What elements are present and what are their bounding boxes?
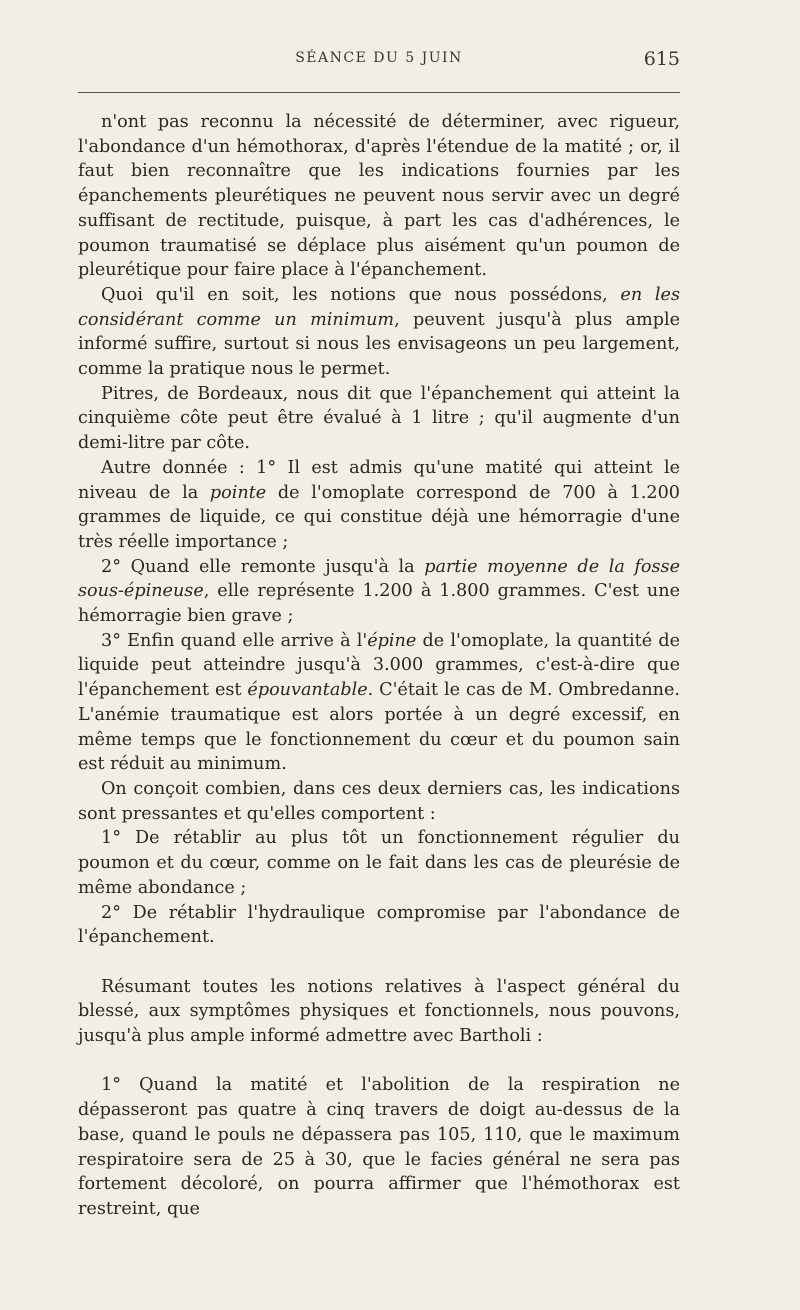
text-run: 2° Quand elle remonte jusqu'à la (101, 556, 425, 577)
text-run: 1° De rétablir au plus tôt un fonctionnement régulier du poumon et du cœur, comme on le fait dans les cas de pleurésie de même abondance ; (78, 828, 680, 898)
text-run: de l'omoplate correspond de 700 à 1.200 grammes de liquide, ce qui constitue déjà une hémorragie d'une très réelle importance ; (78, 482, 680, 552)
italic-phrase: épine (367, 630, 417, 651)
paragraph-8 (78, 826, 680, 900)
italic-phrase: épouvantable (247, 680, 368, 701)
paragraph-7 (78, 777, 680, 826)
paragraph-6 (78, 629, 680, 777)
text-run: de l'omoplate, la quantité de liquide peut atteindre jusqu'à 3.000 grammes, c'est-à-dire que l'épanchement est (78, 630, 680, 701)
text-run: Quoi qu'il en soit, les notions que nous possédons, (101, 284, 621, 305)
paragraph-3 (78, 382, 680, 456)
paragraph-2 (78, 283, 680, 382)
italic-phrase: pointe (209, 482, 267, 503)
header-rule (78, 92, 680, 93)
text-run: Pitres, de Bordeaux, nous dit que l'épanchement qui atteint la cinquième côte peut être évalué à 1 litre ; qu'il augmente d'un demi-litre par côte. (78, 383, 680, 454)
italic-phrase: en les considérant comme un minimum (78, 284, 680, 330)
text-run: Résumant toutes les notions relatives à l'aspect général du blessé, aux symptômes physiques et fonctionnels, nous pouvons, jusqu'à plus ample informé admettre avec Bartholi : (78, 976, 680, 1046)
paragraph-11 (78, 1073, 680, 1221)
text-run: , elle représente 1.200 à 1.800 grammes. C'est une hémorragie bien grave ; (78, 581, 680, 627)
page-number: 615 (643, 48, 680, 70)
body-text (78, 110, 680, 1222)
paragraph-1 (78, 110, 680, 283)
page-header (78, 50, 680, 80)
text-run: On conçoit combien, dans ces deux derniers cas, les indications sont pressantes et qu'elles comportent : (78, 778, 680, 824)
text-run: , peuvent jusqu'à plus ample informé suffire, surtout si nous les envisageons un peu largement, comme la pratique nous le permet. (78, 309, 680, 380)
paragraph-10 (78, 975, 680, 1049)
italic-phrase: partie moyenne de la fosse sous-épineuse (78, 556, 680, 602)
text-run: 3° Enfin quand elle arrive à l' (101, 630, 368, 651)
text-run: 2° De rétablir l'hydraulique compromise par l'abondance de l'épanchement. (78, 902, 680, 948)
text-run: Autre donnée : 1° Il est admis qu'une matité qui atteint le niveau de la (78, 457, 680, 503)
text-run: 1° Quand la matité et l'abolition de la respiration ne dépasseront pas quatre à cinq travers de doigt au-dessus de la base, quand le pouls ne dépassera pas 105, 110, que le maximum respiratoire sera de 25 à 30, que le facies général ne sera pas fortement décoloré, on pourra affirmer que l'hémothorax est restreint, que (78, 1075, 680, 1219)
paragraph-9 (78, 901, 680, 950)
paragraph-5 (78, 555, 680, 629)
running-title: SÉANCE DU 5 JUIN (295, 50, 463, 66)
paragraph-4 (78, 456, 680, 555)
text-run: . C'était le cas de M. Ombredanne. L'anémie traumatique est alors portée à un degré excessif, en même temps que le fonctionnement du cœur et du poumon sain est réduit au minimum. (78, 680, 680, 775)
text-run: n'ont pas reconnu la nécessité de déterminer, avec rigueur, l'abondance d'un hémothorax, d'après l'étendue de la matité ; or, il faut bien reconnaître que les indications fournies par les épanchements pleurétiques ne peuvent nous servir avec un degré suffisant de rectitude, puisque, à part les cas d'adhérences, le poumon traumatisé se déplace plus aisément qu'un poumon de pleurétique pour faire place à l'épanchement. (78, 112, 680, 281)
